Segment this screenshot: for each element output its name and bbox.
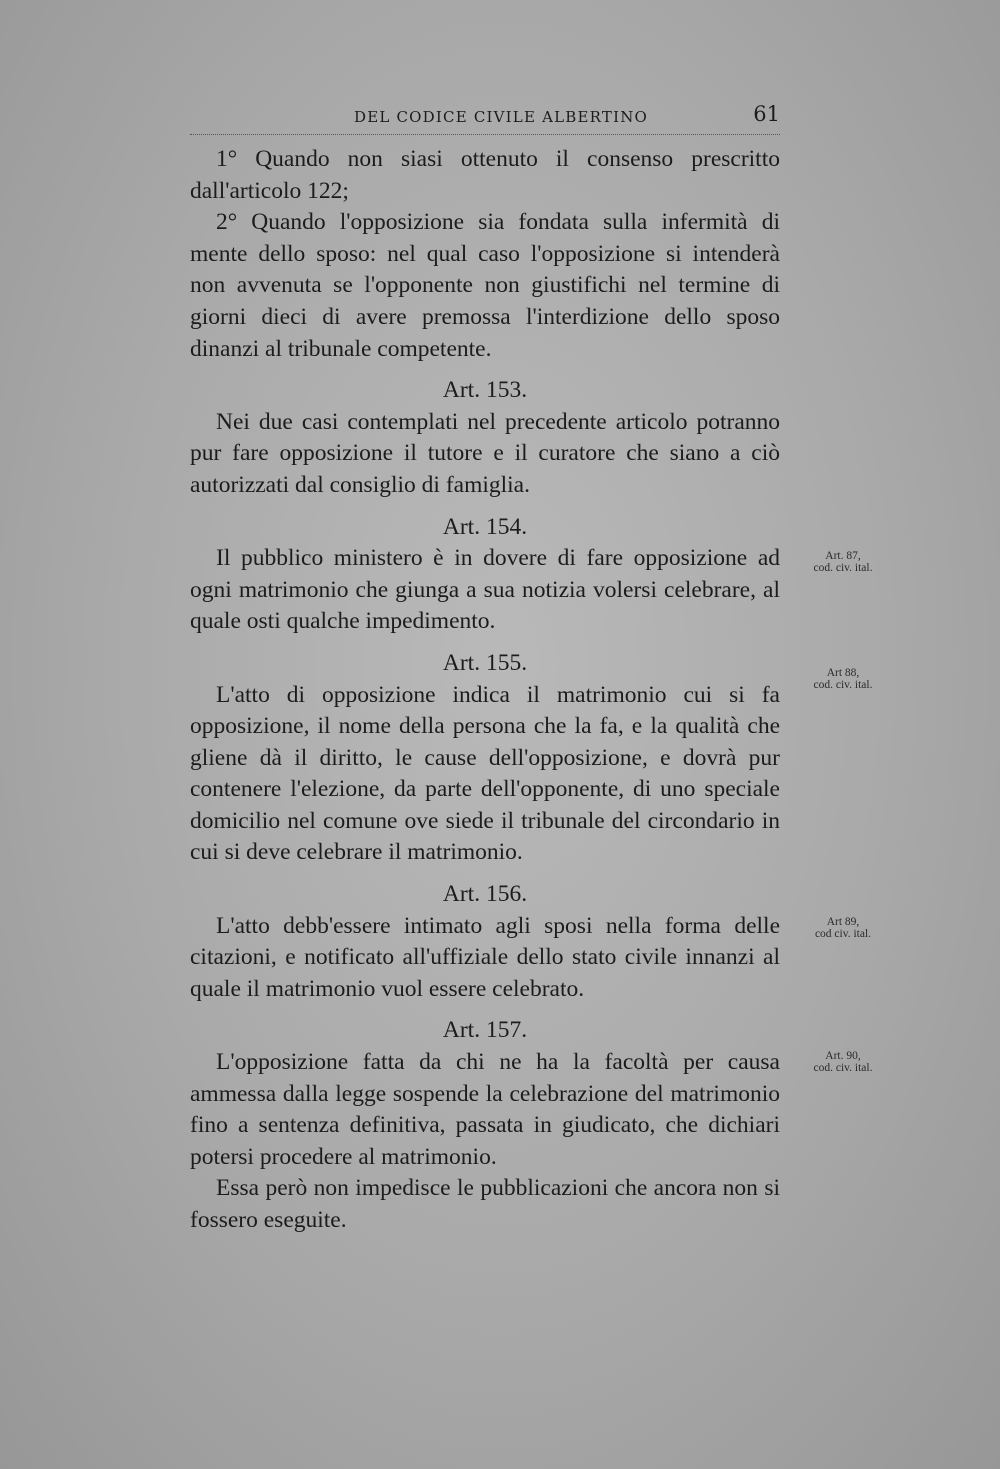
article-heading-154: Art. 154. [442, 513, 528, 540]
paragraph-item-2: 2° Quando l'opposizione sia fondata sulla infermità di mente dello sposo: nel qual caso l'opposizione si intenderà non avvenuta se l'opponente non giustifichi nel termine di giorni dieci di avere premossa l'interdizione dello sposo dinanzi al tribunale competente. [190, 209, 780, 362]
article-text-155: L'atto di opposizione indica il matrimonio cui si fa opposizione, il nome della persona che la fa, e la qualità che gliene dà il diritto, le cause dell'opposizione, e dovrà pur contenere l'elezione, da parte dell'opponente, di uno speciale domicilio nel comune ove siede il tribunale del circondario in cui si deve celebrare il matrimonio. [190, 681, 780, 866]
article-heading-157: Art. 157. [442, 1017, 528, 1044]
article-text-156: L'atto debb'essere intimato agli sposi nella forma delle citazioni, e notificato all'uffiziale dello stato civile innanzi al quale il matrimonio vuol essere celebrato. [190, 912, 780, 1002]
paragraph-item-1: 1° Quando non siasi ottenuto il consenso prescritto dall'articolo 122; [190, 146, 780, 204]
running-title: DEL CODICE CIVILE ALBERTINO [354, 108, 649, 126]
article-text-153: Nei due casi contemplati nel precedente articolo potranno pur fare opposizione il tutore e il curatore che siano a ciò autorizzati dal consiglio di famiglia. [190, 408, 780, 498]
body-text [190, 144, 780, 1237]
article-text-157: L'opposizione fatta da chi ne ha la facoltà per causa ammessa dalla legge sospende la celebrazione del matrimonio fino a sentenza definitiva, passata in giudicato, che dichiari potersi procedere al matrimonio. [190, 1049, 780, 1170]
margin-note-art-87: Art. 87, cod. civ. ital. [813, 550, 873, 574]
article-heading-153: Art. 153. [442, 377, 528, 404]
margin-note-art-90: Art. 90, cod. civ. ital. [813, 1050, 873, 1074]
page-header [190, 100, 780, 135]
margin-note-art-89: Art 89, cod civ. ital. [814, 916, 872, 940]
margin-note-art-88: Art 88, cod. civ. ital. [813, 667, 873, 691]
article-text-154: Il pubblico ministero è in dovere di fare opposizione ad ogni matrimonio che giunga a sua notizia volersi celebrare, al quale osti qualche impedimento. [190, 545, 780, 635]
article-heading-155: Art. 155. [442, 649, 528, 676]
article-heading-156: Art. 156. [442, 881, 528, 908]
article-text-157-continued: Essa però non impedisce le pubblicazioni che ancora non si fossero eseguite. [190, 1175, 780, 1233]
page-number: 61 [753, 102, 780, 126]
